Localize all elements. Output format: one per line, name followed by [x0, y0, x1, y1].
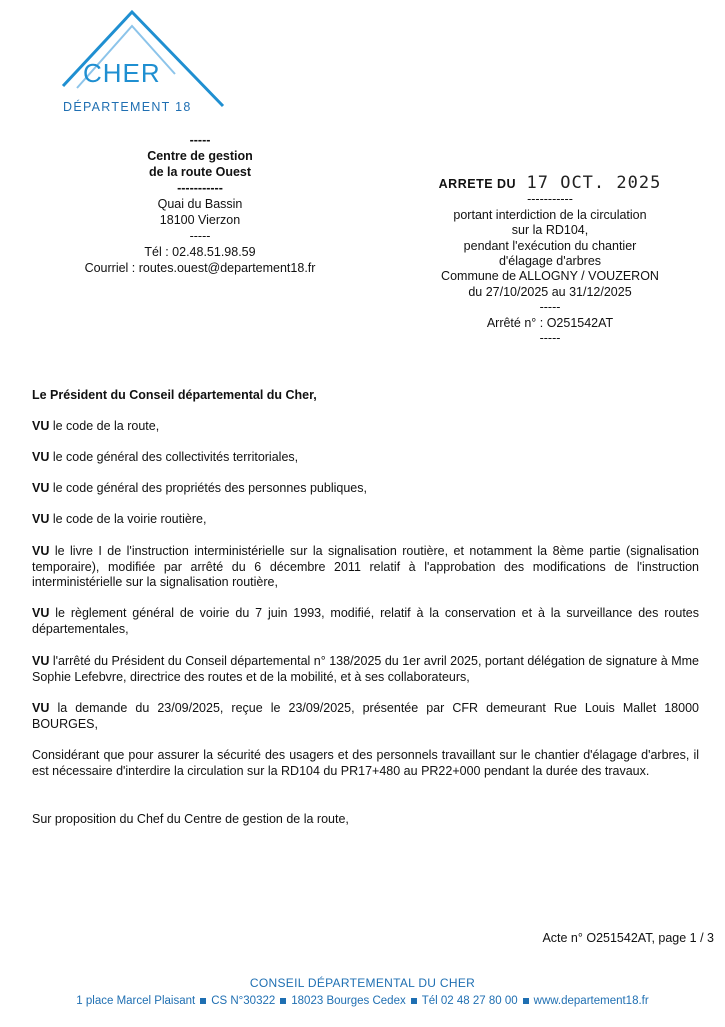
address-part: 18023 Bourges Cedex [291, 995, 406, 1007]
separator: ----- [539, 331, 561, 346]
vu-paragraph [32, 544, 699, 591]
sender-block [40, 132, 360, 276]
website-link[interactable]: www.departement18.fr [533, 995, 649, 1007]
vu-paragraph [32, 654, 699, 685]
bullet-square-icon [411, 998, 417, 1004]
date-stamp: 17 OCT. 2025 [526, 173, 662, 193]
bullet-square-icon [523, 998, 529, 1004]
vu-label: VU [32, 481, 50, 495]
arrete-title: ARRETE DU [438, 177, 517, 191]
vu-paragraph [32, 419, 699, 435]
vu-label: VU [32, 701, 50, 715]
proposition-text: Sur proposition du Chef du Centre de gestion de la route, [32, 812, 349, 826]
subject-line1: portant interdiction de la circulation [453, 207, 647, 222]
arrete-title-line [400, 173, 700, 193]
address-part: Tél 02 48 27 80 00 [421, 995, 518, 1007]
bullet-square-icon [280, 998, 286, 1004]
vu-text: le code général des propriétés des personnes publiques, [52, 481, 367, 495]
vu-paragraph [32, 450, 699, 466]
org-name-line1: Centre de gestion [147, 149, 253, 163]
logo-subtitle: DÉPARTEMENT 18 [63, 100, 192, 114]
subject-line3: pendant l'exécution du chantier [463, 238, 637, 253]
phone: Tél : 02.48.51.98.59 [144, 245, 256, 259]
vu-text: le code général des collectivités territoriales, [52, 450, 299, 464]
considerant-text: Considérant que pour assurer la sécurité des usagers et des personnels travaillant sur le chantier d'élagage d'arbres, il est nécessaire d'interdire la circulation sur la RD104 du PR17+480 au PR22+000 pendant la durée des travaux. [32, 748, 699, 778]
vu-label: VU [32, 606, 50, 620]
council-address [0, 995, 725, 1007]
vu-label: VU [32, 654, 50, 668]
separator: ----------- [177, 181, 223, 195]
arrete-number: Arrêté n° : O251542AT [486, 315, 614, 330]
subject-line4: d'élagage d'arbres [498, 254, 602, 269]
subject-line2: sur la RD104, [511, 223, 589, 238]
logo-name: CHER [83, 58, 161, 88]
org-name-line2: de la route Ouest [148, 165, 252, 179]
vu-paragraph [32, 512, 699, 528]
vu-paragraph [32, 606, 699, 637]
vu-label: VU [32, 419, 50, 433]
separator: ----- [189, 133, 211, 147]
vu-text: l'arrêté du Président du Conseil départemental n° 138/2025 du 1er avril 2025, portant délégation de signature à Mme Sophie Lefebvre, directrice des routes et de la mobilité, et à ses collaborateurs, [32, 654, 699, 684]
vu-label: VU [32, 512, 50, 526]
vu-text: la demande du 23/09/2025, reçue le 23/09/2025, présentée par CFR demeurant Rue Louis Mallet 18000 BOURGES, [32, 701, 699, 731]
address-part: 1 place Marcel Plaisant [76, 995, 196, 1007]
department-logo [55, 8, 235, 118]
vu-paragraph [32, 481, 699, 497]
president-line [32, 388, 699, 404]
vu-text: le code de la voirie routière, [52, 512, 207, 526]
vu-text: le règlement général de voirie du 7 juin 1993, modifié, relatif à la conservation et à la surveillance des routes départementales, [32, 606, 699, 636]
page-reference: Acte n° O251542AT, page 1 / 3 [542, 931, 714, 945]
address-part: CS N°30322 [211, 995, 276, 1007]
vu-label: VU [32, 544, 50, 558]
separator: ----------- [527, 192, 573, 207]
bullet-square-icon [200, 998, 206, 1004]
considerant-paragraph [32, 748, 699, 779]
vu-text: le livre I de l'instruction interministérielle sur la signalisation routière, et notamment la 8ème partie (signalisation temporaire), modifiée par arrêté du 6 décembre 2011 relatif à l'approbation des modifications de l'instruction interministérielle sur la signalisation routière, [32, 544, 699, 590]
proposition-paragraph [32, 812, 699, 828]
email: Courriel : routes.ouest@departement18.fr [84, 261, 316, 275]
separator: ----- [539, 300, 561, 315]
address-line2: 18100 Vierzon [159, 213, 241, 227]
vu-paragraph [32, 701, 699, 732]
council-name: CONSEIL DÉPARTEMENTAL DU CHER [249, 976, 476, 990]
address-line1: Quai du Bassin [157, 197, 243, 211]
vu-label: VU [32, 450, 50, 464]
subject-line5: Commune de ALLOGNY / VOUZERON [441, 269, 659, 284]
subject-line6: du 27/10/2025 au 31/12/2025 [468, 284, 632, 299]
separator: ----- [189, 229, 211, 243]
arrete-header [400, 173, 700, 346]
vu-text: le code de la route, [52, 419, 160, 433]
president-text: Le Président du Conseil départemental du Cher, [32, 388, 317, 402]
